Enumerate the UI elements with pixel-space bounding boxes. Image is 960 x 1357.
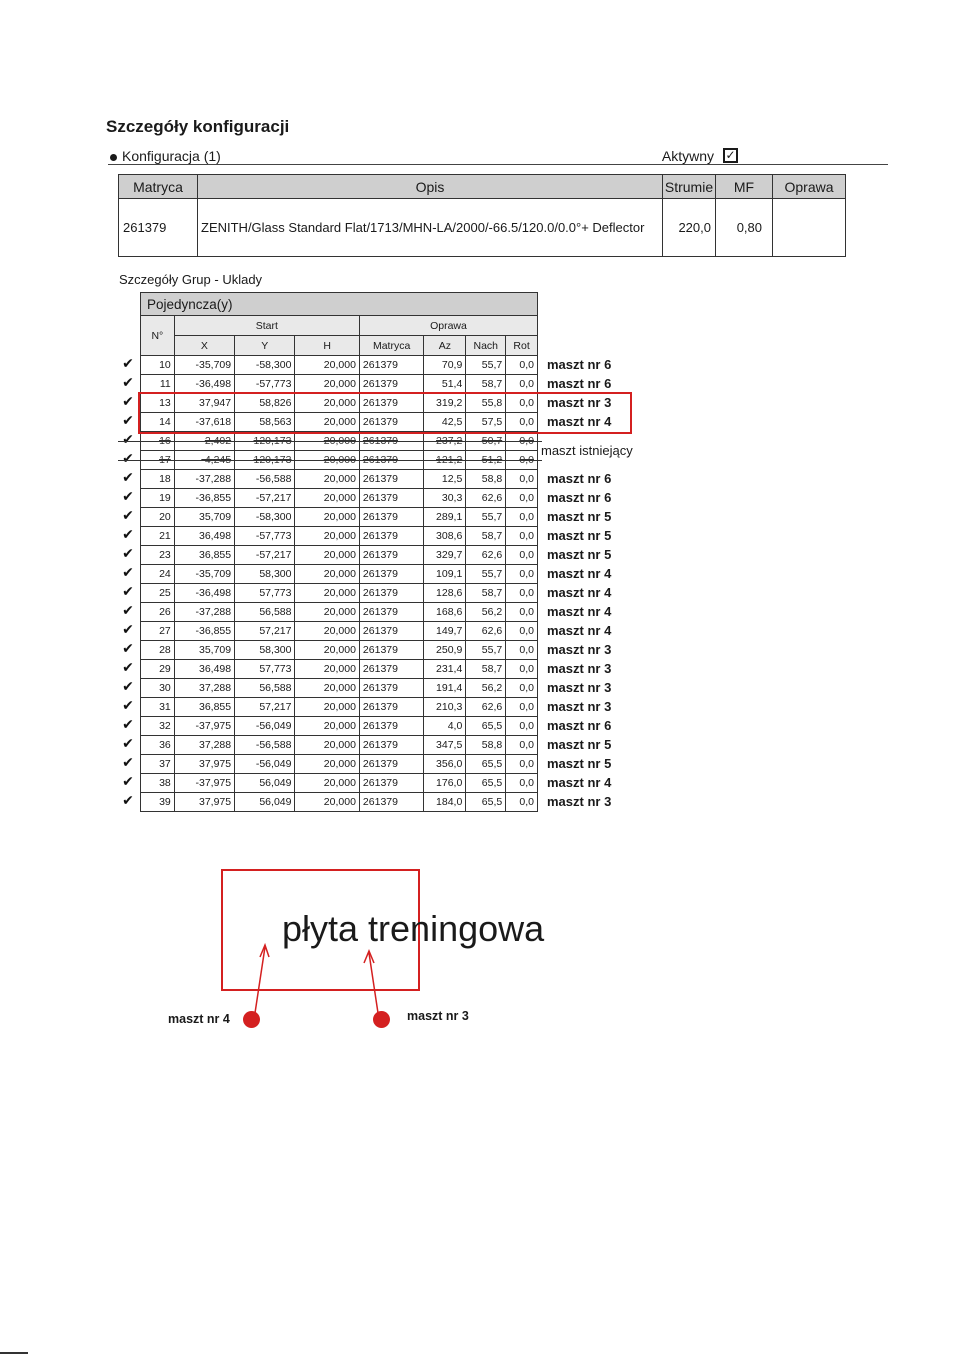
cell-y: -56,049 <box>235 755 295 774</box>
active-checkbox[interactable]: ✓ <box>723 148 738 163</box>
cell-m: 261379 <box>359 698 423 717</box>
cell-h: 20,000 <box>295 489 359 508</box>
cell-rot: 0,0 <box>506 413 538 432</box>
table-row <box>141 470 538 489</box>
cell-y: -58,300 <box>235 508 295 527</box>
table-row <box>141 641 538 660</box>
cell-n: 31 <box>141 698 175 717</box>
cell-az: 51,4 <box>424 375 466 394</box>
table-row <box>141 755 538 774</box>
cell-n: 14 <box>141 413 175 432</box>
cell-h: 20,000 <box>295 565 359 584</box>
col-opis: Opis <box>198 175 663 199</box>
cell-rot: 0,0 <box>506 660 538 679</box>
cell-mf: 0,80 <box>716 199 773 257</box>
cell-n: 11 <box>141 375 175 394</box>
mast-note: maszt nr 5 <box>547 546 612 562</box>
cell-h: 20,000 <box>295 793 359 812</box>
cell-m: 261379 <box>359 641 423 660</box>
cell-y: 56,588 <box>235 603 295 622</box>
cell-y: 57,773 <box>235 584 295 603</box>
cell-x: 37,947 <box>174 394 234 413</box>
cell-rot: 0,0 <box>506 774 538 793</box>
mast-dot-right <box>373 1011 390 1028</box>
cell-x: -35,709 <box>174 356 234 375</box>
strike-line <box>118 460 542 461</box>
mast-note: maszt nr 4 <box>547 565 612 581</box>
cell-nach: 65,5 <box>466 755 506 774</box>
cell-nach: 56,2 <box>466 679 506 698</box>
cell-y: 58,563 <box>235 413 295 432</box>
cell-az: 289,1 <box>424 508 466 527</box>
cell-rot: 0,0 <box>506 527 538 546</box>
mast-note: maszt nr 3 <box>547 394 612 410</box>
col-y: Y <box>235 336 295 356</box>
col-h: H <box>295 336 359 356</box>
cell-m: 261379 <box>359 603 423 622</box>
cell-x: -37,288 <box>174 470 234 489</box>
mast-note: maszt nr 3 <box>547 698 612 714</box>
cell-y: -57,773 <box>235 527 295 546</box>
cell-az: 184,0 <box>424 793 466 812</box>
cell-n: 21 <box>141 527 175 546</box>
cell-h: 20,000 <box>295 394 359 413</box>
col-group-oprawa: Oprawa <box>359 316 537 336</box>
cell-nach: 55,7 <box>466 641 506 660</box>
cell-rot: 0,0 <box>506 755 538 774</box>
cell-az: 4,0 <box>424 717 466 736</box>
col-mf: MF <box>716 175 773 199</box>
row-check-icon: ✔ <box>122 772 134 789</box>
table-row <box>141 698 538 717</box>
cell-x: 37,975 <box>174 755 234 774</box>
cell-h: 20,000 <box>295 622 359 641</box>
cell-rot: 0,0 <box>506 717 538 736</box>
table-caption: Pojedyncza(y) <box>141 293 538 316</box>
mast-note: maszt nr 5 <box>547 527 612 543</box>
cell-nach: 51,2 <box>466 451 506 470</box>
cell-h: 20,000 <box>295 717 359 736</box>
config-row <box>108 148 738 168</box>
cell-az: 30,3 <box>424 489 466 508</box>
table-row <box>119 199 846 257</box>
cell-n: 36 <box>141 736 175 755</box>
row-check-icon: ✔ <box>122 658 134 675</box>
cell-m: 261379 <box>359 736 423 755</box>
row-check-icon: ✔ <box>122 354 134 371</box>
strike-line <box>118 441 542 442</box>
cell-m: 261379 <box>359 622 423 641</box>
table-row <box>141 603 538 622</box>
cell-nach: 55,7 <box>466 356 506 375</box>
cell-h: 20,000 <box>295 603 359 622</box>
cell-nach: 58,8 <box>466 736 506 755</box>
cell-nach: 62,6 <box>466 546 506 565</box>
cell-rot: 0,0 <box>506 584 538 603</box>
cell-y: -56,588 <box>235 736 295 755</box>
table-row <box>141 736 538 755</box>
cell-m: 261379 <box>359 508 423 527</box>
col-nach: Nach <box>466 336 506 356</box>
cell-rot: 0,0 <box>506 793 538 812</box>
cell-m: 261379 <box>359 356 423 375</box>
cell-x: -36,855 <box>174 489 234 508</box>
config-label: Konfiguracja (1) <box>122 148 221 164</box>
cell-nach: 62,6 <box>466 698 506 717</box>
cell-h: 20,000 <box>295 679 359 698</box>
cell-nach: 57,5 <box>466 413 506 432</box>
mast-note: maszt nr 3 <box>547 679 612 695</box>
mast-note: maszt nr 3 <box>547 660 612 676</box>
row-check-icon: ✔ <box>122 487 134 504</box>
row-check-icon: ✔ <box>122 525 134 542</box>
config-table <box>118 174 846 257</box>
mast-note: maszt nr 4 <box>547 413 612 429</box>
cell-h: 20,000 <box>295 432 359 451</box>
cell-h: 20,000 <box>295 413 359 432</box>
active-label: Aktywny <box>661 148 714 164</box>
row-check-icon: ✔ <box>122 392 134 409</box>
cell-az: 237,2 <box>424 432 466 451</box>
cell-x: 36,498 <box>174 527 234 546</box>
existing-mast-note: maszt istniejący <box>541 442 633 458</box>
cell-nach: 58,8 <box>466 470 506 489</box>
cell-m: 261379 <box>359 432 423 451</box>
table-row <box>141 660 538 679</box>
cell-n: 39 <box>141 793 175 812</box>
cell-n: 28 <box>141 641 175 660</box>
cell-rot: 0,0 <box>506 698 538 717</box>
mast-note: maszt nr 6 <box>547 489 612 505</box>
table-row <box>141 717 538 736</box>
cell-opis: ZENITH/Glass Standard Flat/1713/MHN-LA/2000/-66.5/120.0/0.0°+ Deflector <box>198 199 663 257</box>
cell-x: 2,402 <box>174 432 234 451</box>
cell-y: 56,049 <box>235 793 295 812</box>
cell-n: 17 <box>141 451 175 470</box>
cell-az: 250,9 <box>424 641 466 660</box>
table-row <box>141 793 538 812</box>
row-check-icon: ✔ <box>122 506 134 523</box>
cell-y: -58,300 <box>235 356 295 375</box>
cell-az: 42,5 <box>424 413 466 432</box>
cell-az: 210,3 <box>424 698 466 717</box>
cell-rot: 0,0 <box>506 622 538 641</box>
cell-h: 20,000 <box>295 470 359 489</box>
col-group-start: Start <box>174 316 359 336</box>
cell-x: 37,975 <box>174 793 234 812</box>
mast-label-right: maszt nr 3 <box>407 1009 469 1023</box>
cell-rot: 0,0 <box>506 432 538 451</box>
cell-rot: 0,0 <box>506 603 538 622</box>
cell-x: -4,245 <box>174 451 234 470</box>
cell-h: 20,000 <box>295 451 359 470</box>
cell-az: 109,1 <box>424 565 466 584</box>
cell-nach: 55,7 <box>466 565 506 584</box>
row-check-icon: ✔ <box>122 791 134 808</box>
cell-x: 36,855 <box>174 698 234 717</box>
table-row <box>141 356 538 375</box>
divider <box>108 164 888 165</box>
row-check-icon: ✔ <box>122 677 134 694</box>
cell-az: 168,6 <box>424 603 466 622</box>
cell-az: 191,4 <box>424 679 466 698</box>
cell-n: 37 <box>141 755 175 774</box>
cell-x: -36,498 <box>174 375 234 394</box>
section-label: Szczegóły Grup - Uklady <box>119 272 263 287</box>
table-row <box>141 774 538 793</box>
row-check-icon: ✔ <box>122 601 134 618</box>
mast-note: maszt nr 4 <box>547 584 612 600</box>
cell-n: 10 <box>141 356 175 375</box>
page-edge-mark <box>0 1352 28 1354</box>
cell-m: 261379 <box>359 793 423 812</box>
cell-y: -57,217 <box>235 546 295 565</box>
cell-nach: 62,6 <box>466 489 506 508</box>
row-check-icon: ✔ <box>122 373 134 390</box>
cell-m: 261379 <box>359 660 423 679</box>
cell-rot: 0,0 <box>506 736 538 755</box>
cell-y: 58,300 <box>235 641 295 660</box>
mast-note: maszt nr 4 <box>547 774 612 790</box>
cell-n: 23 <box>141 546 175 565</box>
cell-nach: 58,7 <box>466 584 506 603</box>
col-matryca: Matryca <box>359 336 423 356</box>
cell-h: 20,000 <box>295 755 359 774</box>
cell-x: 36,498 <box>174 660 234 679</box>
cell-n: 20 <box>141 508 175 527</box>
col-strumien: Strumie <box>663 175 716 199</box>
row-check-icon: ✔ <box>122 449 134 466</box>
cell-m: 261379 <box>359 451 423 470</box>
page-title: Szczegóły konfiguracji <box>106 117 290 136</box>
col-oprawa: Oprawa <box>773 175 846 199</box>
cell-rot: 0,0 <box>506 508 538 527</box>
cell-h: 20,000 <box>295 660 359 679</box>
table-row <box>141 622 538 641</box>
cell-az: 319,2 <box>424 394 466 413</box>
cell-h: 20,000 <box>295 736 359 755</box>
cell-m: 261379 <box>359 489 423 508</box>
table-row <box>141 565 538 584</box>
col-x: X <box>174 336 234 356</box>
cell-matryca: 261379 <box>119 199 198 257</box>
cell-nach: 58,7 <box>466 527 506 546</box>
cell-n: 29 <box>141 660 175 679</box>
cell-h: 20,000 <box>295 356 359 375</box>
mast-note: maszt nr 6 <box>547 717 612 733</box>
cell-az: 12,5 <box>424 470 466 489</box>
row-check-icon: ✔ <box>122 620 134 637</box>
row-check-icon: ✔ <box>122 753 134 770</box>
cell-az: 149,7 <box>424 622 466 641</box>
row-check-icon: ✔ <box>122 468 134 485</box>
cell-y: 56,588 <box>235 679 295 698</box>
mast-dot-left <box>243 1011 260 1028</box>
cell-y: 120,173 <box>235 432 295 451</box>
col-rot: Rot <box>506 336 538 356</box>
cell-az: 121,2 <box>424 451 466 470</box>
cell-x: -37,975 <box>174 774 234 793</box>
cell-x: 35,709 <box>174 641 234 660</box>
cell-az: 176,0 <box>424 774 466 793</box>
table-row <box>141 508 538 527</box>
cell-y: -56,588 <box>235 470 295 489</box>
cell-x: -37,618 <box>174 413 234 432</box>
mast-note: maszt nr 5 <box>547 755 612 771</box>
cell-n: 24 <box>141 565 175 584</box>
cell-az: 329,7 <box>424 546 466 565</box>
cell-y: 57,773 <box>235 660 295 679</box>
cell-h: 20,000 <box>295 774 359 793</box>
cell-n: 16 <box>141 432 175 451</box>
cell-m: 261379 <box>359 774 423 793</box>
cell-n: 27 <box>141 622 175 641</box>
cell-m: 261379 <box>359 755 423 774</box>
cell-x: 37,288 <box>174 679 234 698</box>
cell-h: 20,000 <box>295 641 359 660</box>
cell-nach: 58,7 <box>466 375 506 394</box>
cell-nach: 55,8 <box>466 394 506 413</box>
cell-nach: 65,5 <box>466 717 506 736</box>
cell-nach: 65,5 <box>466 793 506 812</box>
row-check-icon: ✔ <box>122 715 134 732</box>
row-check-icon: ✔ <box>122 639 134 656</box>
cell-h: 20,000 <box>295 508 359 527</box>
cell-m: 261379 <box>359 565 423 584</box>
col-az: Az <box>424 336 466 356</box>
cell-m: 261379 <box>359 546 423 565</box>
table-row <box>141 489 538 508</box>
cell-rot: 0,0 <box>506 641 538 660</box>
table-row <box>141 679 538 698</box>
cell-rot: 0,0 <box>506 356 538 375</box>
cell-rot: 0,0 <box>506 394 538 413</box>
cell-az: 70,9 <box>424 356 466 375</box>
col-no: N° <box>141 316 175 356</box>
mast-note: maszt nr 5 <box>547 736 612 752</box>
col-matryca: Matryca <box>119 175 198 199</box>
bullet-icon <box>110 154 117 161</box>
cell-az: 308,6 <box>424 527 466 546</box>
cell-m: 261379 <box>359 394 423 413</box>
cell-y: -56,049 <box>235 717 295 736</box>
row-check-icon: ✔ <box>122 696 134 713</box>
cell-h: 20,000 <box>295 698 359 717</box>
cell-az: 231,4 <box>424 660 466 679</box>
cell-n: 19 <box>141 489 175 508</box>
cell-az: 356,0 <box>424 755 466 774</box>
cell-az: 128,6 <box>424 584 466 603</box>
cell-x: -36,498 <box>174 584 234 603</box>
cell-h: 20,000 <box>295 375 359 394</box>
cell-nach: 55,7 <box>466 508 506 527</box>
cell-y: 58,826 <box>235 394 295 413</box>
row-check-icon: ✔ <box>122 411 134 428</box>
cell-n: 30 <box>141 679 175 698</box>
cell-y: -57,217 <box>235 489 295 508</box>
table-row <box>141 527 538 546</box>
cell-y: 58,300 <box>235 565 295 584</box>
row-check-icon: ✔ <box>122 734 134 751</box>
cell-y: 56,049 <box>235 774 295 793</box>
table-row <box>141 546 538 565</box>
training-board-title: płyta treningowa <box>282 908 545 949</box>
row-check-icon: ✔ <box>122 430 134 447</box>
row-check-icon: ✔ <box>122 582 134 599</box>
cell-n: 38 <box>141 774 175 793</box>
cell-rot: 0,0 <box>506 470 538 489</box>
cell-n: 25 <box>141 584 175 603</box>
cell-rot: 0,0 <box>506 375 538 394</box>
cell-rot: 0,0 <box>506 679 538 698</box>
cell-x: 36,855 <box>174 546 234 565</box>
mast-note: maszt nr 3 <box>547 641 612 657</box>
cell-m: 261379 <box>359 470 423 489</box>
cell-x: -36,855 <box>174 622 234 641</box>
cell-h: 20,000 <box>295 546 359 565</box>
cell-x: -37,288 <box>174 603 234 622</box>
cell-m: 261379 <box>359 717 423 736</box>
cell-y: 57,217 <box>235 622 295 641</box>
cell-x: 35,709 <box>174 508 234 527</box>
cell-y: 120,173 <box>235 451 295 470</box>
mast-note: maszt nr 5 <box>547 508 612 524</box>
mast-note: maszt nr 6 <box>547 356 612 372</box>
mast-note: maszt nr 3 <box>547 793 612 809</box>
mast-note: maszt nr 4 <box>547 622 612 638</box>
mast-note: maszt nr 6 <box>547 470 612 486</box>
row-check-icon: ✔ <box>122 563 134 580</box>
cell-rot: 0,0 <box>506 565 538 584</box>
groups-table <box>140 292 538 812</box>
row-check-icon: ✔ <box>122 544 134 561</box>
table-row <box>141 584 538 603</box>
cell-x: 37,288 <box>174 736 234 755</box>
cell-h: 20,000 <box>295 527 359 546</box>
cell-h: 20,000 <box>295 584 359 603</box>
cell-x: -37,975 <box>174 717 234 736</box>
cell-x: -35,709 <box>174 565 234 584</box>
mast-label-left: maszt nr 4 <box>168 1012 230 1026</box>
mast-note: maszt nr 4 <box>547 603 612 619</box>
cell-az: 347,5 <box>424 736 466 755</box>
cell-y: 57,217 <box>235 698 295 717</box>
cell-nach: 50,7 <box>466 432 506 451</box>
cell-n: 32 <box>141 717 175 736</box>
mast-note: maszt nr 6 <box>547 375 612 391</box>
cell-y: -57,773 <box>235 375 295 394</box>
cell-n: 13 <box>141 394 175 413</box>
cell-n: 18 <box>141 470 175 489</box>
cell-m: 261379 <box>359 584 423 603</box>
cell-nach: 58,7 <box>466 660 506 679</box>
cell-strumien: 220,0 <box>663 199 716 257</box>
cell-rot: 0,0 <box>506 489 538 508</box>
cell-m: 261379 <box>359 527 423 546</box>
highlight-box <box>138 392 632 434</box>
cell-m: 261379 <box>359 679 423 698</box>
cell-rot: 0,0 <box>506 546 538 565</box>
cell-m: 261379 <box>359 413 423 432</box>
cell-m: 261379 <box>359 375 423 394</box>
cell-nach: 65,5 <box>466 774 506 793</box>
cell-nach: 62,6 <box>466 622 506 641</box>
cell-n: 26 <box>141 603 175 622</box>
cell-nach: 56,2 <box>466 603 506 622</box>
cell-oprawa <box>773 199 846 257</box>
cell-rot: 0,0 <box>506 451 538 470</box>
